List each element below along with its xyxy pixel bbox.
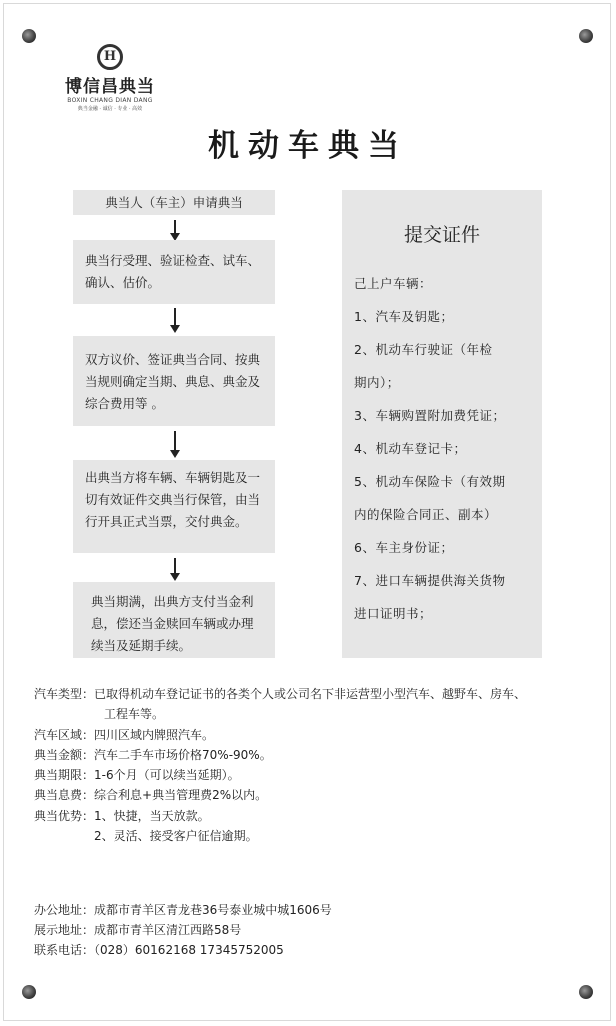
- flow-step-5: [73, 582, 275, 658]
- info-value-continued: 工程车等。: [104, 707, 165, 722]
- documents-item: 3、车辆购置附加费凭证；: [354, 408, 506, 423]
- flow-step-text: 出典当方将车辆、车辆钥匙及一切有效证件交典当行保管，由当行开具正式当票，交付典金。: [85, 470, 261, 529]
- flow-step-1: [73, 190, 275, 215]
- info-value-continued: 2、灵活、接受客户征信逾期。: [94, 829, 258, 844]
- documents-item: 5、机动车保险卡（有效期: [354, 474, 506, 489]
- info-value: 1、快捷，当天放款。: [94, 808, 210, 823]
- company-logo: [60, 44, 160, 114]
- screw-bottom-left: [22, 985, 36, 999]
- documents-item: 期内）；: [354, 375, 400, 390]
- screw-top-left: [22, 29, 36, 43]
- documents-item: 4、机动车登记卡；: [354, 441, 467, 456]
- info-label: 汽车区域：: [34, 727, 95, 742]
- flow-arrow-down-icon: [170, 220, 180, 242]
- page-title: 机动车典当: [208, 128, 408, 164]
- documents-item: 1、汽车及钥匙；: [354, 309, 454, 324]
- info-label: 典当期限：: [34, 768, 95, 783]
- logo-english: BOXIN CHANG DIAN DANG: [67, 97, 153, 104]
- info-label: 典当息费：: [34, 788, 95, 803]
- office-address: 办公地址：成都市青羊区青龙巷36号泰业城中城1606号: [34, 903, 332, 917]
- logo-tagline: 典当金融 · 诚信 · 专业 · 高效: [77, 106, 143, 112]
- documents-item: 6、车主身份证；: [354, 540, 454, 555]
- documents-item: 7、进口车辆提供海关货物: [354, 573, 506, 588]
- flow-step-text: 双方议价、签证典当合同、按典当规则确定当期、典息、典金及综合费用等 。: [85, 352, 261, 411]
- info-term: [34, 765, 594, 785]
- flow-step-text: 典当行受理、验证检查、试车、确认、估价。: [85, 253, 261, 290]
- flow-step-4: [73, 460, 275, 553]
- logo-name: 博信昌典当: [65, 77, 155, 97]
- info-value: 综合利息+典当管理费2%以内。: [94, 788, 268, 803]
- documents-title: 提交证件: [403, 224, 480, 246]
- info-label: 典当优势：: [34, 808, 95, 823]
- flow-arrow-down-icon: [170, 431, 180, 459]
- info-region: [34, 725, 594, 745]
- info-value: 汽车二手车市场价格70%-90%。: [94, 747, 272, 762]
- info-value: 已取得机动车登记证书的各类个人或公司名下非运营型小型汽车、越野车、房车、: [94, 687, 527, 701]
- documents-panel: [342, 190, 542, 658]
- flow-arrow-down-icon: [170, 308, 180, 334]
- info-vehicle-type: [34, 684, 594, 704]
- info-amount: [34, 745, 594, 765]
- info-advantage: [34, 806, 594, 826]
- contact-phone: 联系电话：（028）60162168 17345752005: [34, 943, 284, 957]
- screw-bottom-right: [579, 985, 593, 999]
- documents-item: 己上户车辆：: [354, 276, 433, 291]
- documents-item: 2、机动车行驶证（年检: [354, 342, 493, 357]
- contact-info: [34, 900, 594, 960]
- documents-item: 进口证明书；: [354, 606, 433, 621]
- showroom-address: 展示地址：成都市青羊区清江西路58号: [34, 923, 242, 937]
- flow-step-2: [73, 240, 275, 304]
- info-value: 1-6个月（可以续当延期）。: [94, 768, 240, 783]
- info-label: 典当金额：: [34, 747, 95, 762]
- logo-mark-icon: H: [97, 44, 123, 70]
- flow-step-text: 典当期满，出典方支付当金利息，偿还当金赎回车辆或办理续当及延期手续。: [91, 594, 254, 653]
- flow-step-text: 典当人（车主）申请典当: [105, 195, 243, 210]
- flow-step-3: [73, 336, 275, 426]
- screw-top-right: [579, 29, 593, 43]
- pawn-info: [34, 684, 594, 846]
- info-label: 汽车类型：: [34, 687, 95, 701]
- info-interest: [34, 785, 594, 805]
- info-value: 四川区域内牌照汽车。: [94, 727, 215, 742]
- flow-arrow-down-icon: [170, 558, 180, 582]
- documents-item: 内的保险合同正、副本）: [354, 507, 498, 522]
